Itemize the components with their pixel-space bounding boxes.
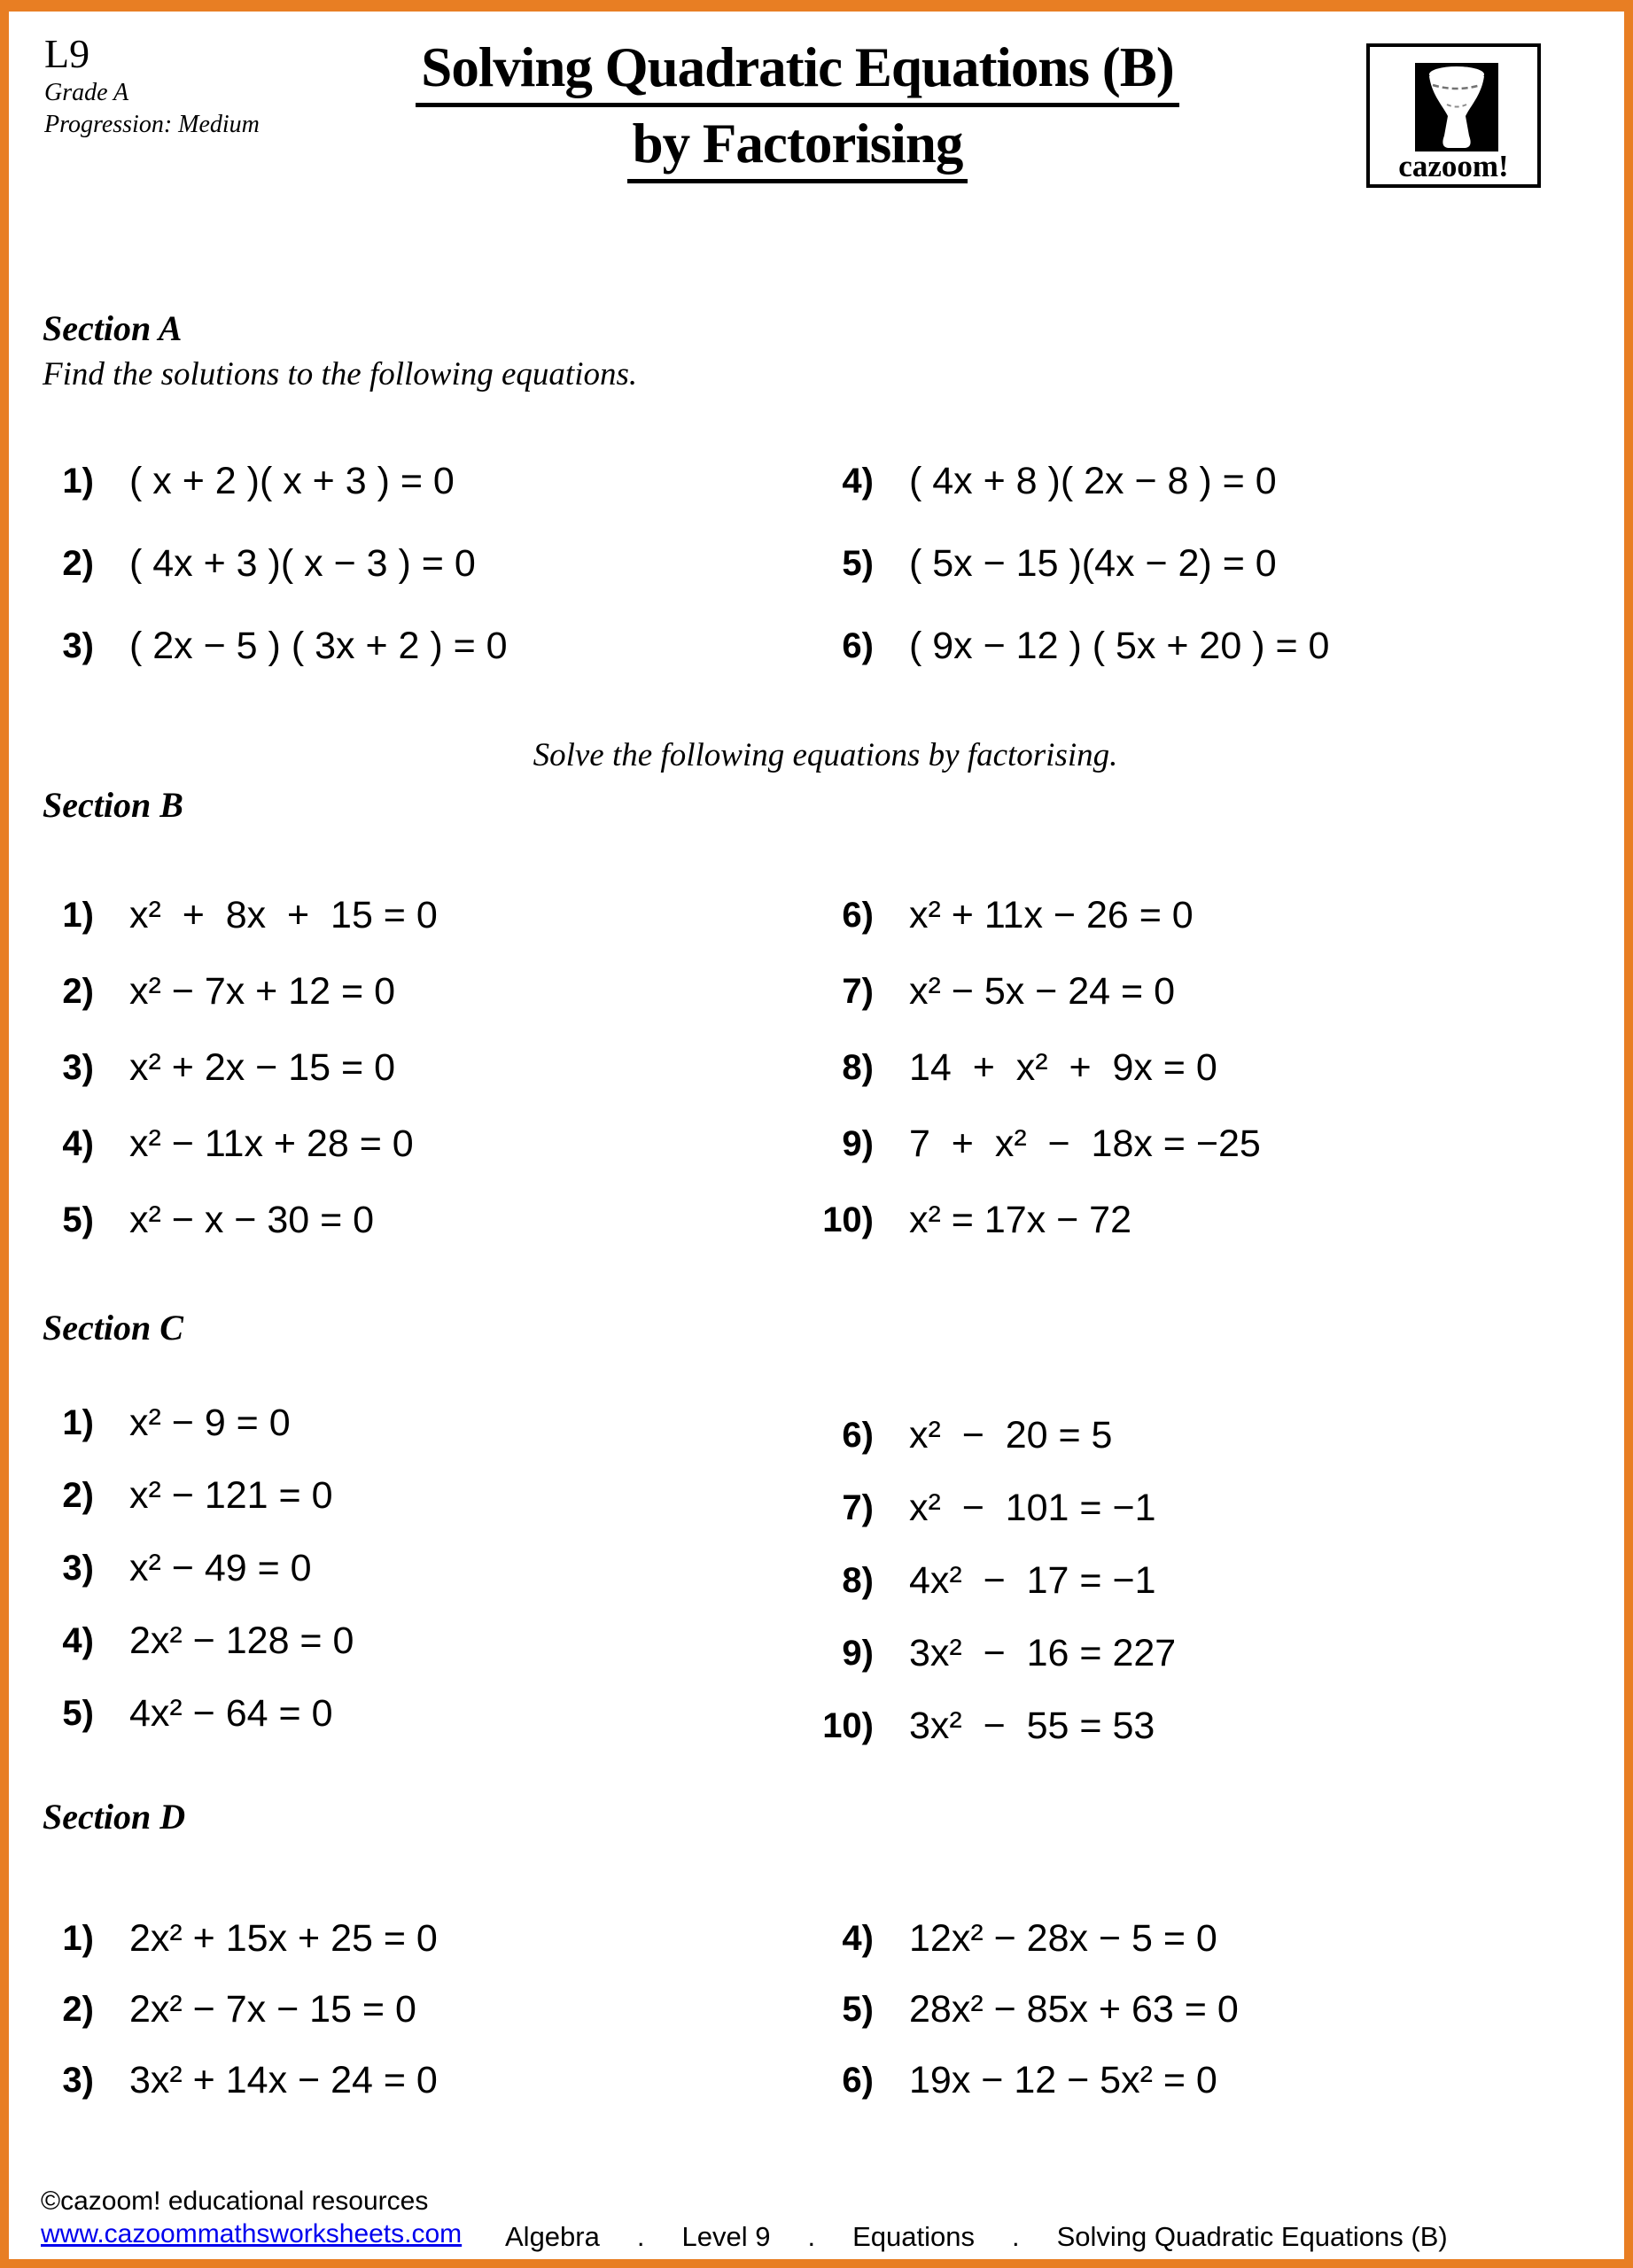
equation-text: 7 + x² − 18x = −25: [909, 1122, 1261, 1165]
item-number: 4): [62, 1620, 94, 1660]
breadcrumb-separator: .: [636, 2221, 645, 2252]
equation-text: ( 2x − 5 ) ( 3x + 2 ) = 0: [129, 625, 508, 667]
progression-label: Progression: Medium: [44, 111, 260, 138]
page-title-line1: Solving Quadratic Equations (B): [416, 35, 1178, 107]
equation-row: [19, 1029, 773, 1106]
equation-row: [19, 1106, 773, 1182]
breadcrumb-separator: .: [1011, 2221, 1020, 2252]
equation-text: 3x² − 16 = 227: [909, 1631, 1177, 1674]
item-number: 1): [62, 1402, 94, 1442]
breadcrumb: [505, 2221, 1448, 2253]
section-b-right-column: [799, 877, 1614, 1258]
breadcrumb-item-topic: Solving Quadratic Equations (B): [1056, 2221, 1448, 2252]
equation-text: x² − 5x − 24 = 0: [909, 969, 1175, 1013]
equation-text: 3x² + 14x − 24 = 0: [129, 2058, 438, 2101]
section-c-left-column: [19, 1386, 773, 1750]
equation-text: ( x + 2 )( x + 3 ) = 0: [129, 460, 455, 502]
item-number: 2): [62, 971, 94, 1011]
equation-row: [799, 523, 1614, 605]
equation-text: 12x² − 28x − 5 = 0: [909, 1916, 1217, 1960]
section-a-instruction: Find the solutions to the following equations.: [43, 356, 638, 392]
equation-row: [799, 1472, 1614, 1544]
item-number: 6): [842, 626, 874, 665]
logo-brand-text: cazoom!: [1398, 149, 1509, 183]
section-a-heading: Section A: [43, 308, 183, 348]
item-number: 6): [842, 2060, 874, 2100]
website-link[interactable]: www.cazoommathsworksheets.com: [41, 2219, 463, 2249]
equation-row: [799, 1399, 1614, 1472]
page-title-line2: by Factorising: [627, 111, 968, 183]
equation-text: ( 4x + 8 )( 2x − 8 ) = 0: [909, 460, 1277, 502]
item-number: 4): [842, 1918, 874, 1958]
equation-row: [799, 1544, 1614, 1617]
equation-row: [799, 877, 1614, 953]
equation-row: [19, 877, 773, 953]
item-number: 3): [62, 626, 94, 665]
equation-row: [19, 1386, 773, 1459]
equation-text: 2x² − 128 = 0: [129, 1619, 354, 1662]
equation-row: [799, 1903, 1614, 1974]
item-number: 5): [62, 1200, 94, 1239]
equation-row: [799, 1974, 1614, 2045]
section-c-heading: Section C: [43, 1308, 183, 1348]
equation-row: [799, 1689, 1614, 1762]
section-b-heading: Section B: [43, 785, 183, 825]
item-number: 3): [62, 1548, 94, 1588]
equation-text: 14 + x² + 9x = 0: [909, 1045, 1217, 1089]
section-a-left-column: [19, 440, 773, 687]
equation-row: [799, 605, 1614, 687]
equation-row: [799, 1106, 1614, 1182]
equation-text: x² − 7x + 12 = 0: [129, 969, 395, 1013]
equation-text: x² + 2x − 15 = 0: [129, 1045, 395, 1089]
item-number: 5): [62, 1693, 94, 1733]
equation-row: [19, 1677, 773, 1750]
equation-text: 4x² − 17 = −1: [909, 1558, 1156, 1602]
grade-label: Grade A: [44, 79, 129, 106]
djembe-drum-icon: [1415, 63, 1498, 151]
equation-text: 2x² + 15x + 25 = 0: [129, 1916, 438, 1960]
equation-row: [799, 1182, 1614, 1258]
equation-row: [19, 2045, 773, 2116]
equation-row: [19, 1604, 773, 1677]
equation-row: [799, 1029, 1614, 1106]
page-title: [230, 35, 1365, 183]
item-number: 4): [842, 462, 874, 501]
equation-text: 3x² − 55 = 53: [909, 1704, 1155, 1747]
copyright-text: ©cazoom! educational resources: [41, 2186, 429, 2216]
item-number: 7): [842, 971, 874, 1011]
equation-row: [19, 1182, 773, 1258]
equation-row: [19, 1459, 773, 1532]
equation-text: x² + 8x + 15 = 0: [129, 893, 438, 936]
breadcrumb-item-level: Level 9: [681, 2221, 771, 2252]
equation-row: [799, 2045, 1614, 2116]
breadcrumb-item-equations: Equations: [852, 2221, 975, 2252]
equation-text: 4x² − 64 = 0: [129, 1691, 333, 1735]
equation-text: x² − x − 30 = 0: [129, 1198, 375, 1241]
item-number: 9): [842, 1633, 874, 1673]
equation-row: [19, 523, 773, 605]
equation-row: [799, 1617, 1614, 1689]
equation-row: [19, 953, 773, 1029]
equation-row: [19, 1903, 773, 1974]
equation-text: x² − 9 = 0: [129, 1401, 291, 1444]
section-a-right-column: [799, 440, 1614, 687]
item-number: 6): [842, 895, 874, 935]
equation-row: [799, 953, 1614, 1029]
item-number: 2): [62, 1989, 94, 2029]
equation-row: [19, 1532, 773, 1604]
item-number: 4): [62, 1123, 94, 1163]
item-number: 6): [842, 1415, 874, 1455]
section-d-left-column: [19, 1903, 773, 2116]
equation-text: x² − 11x + 28 = 0: [129, 1122, 414, 1165]
equation-text: x² − 121 = 0: [129, 1473, 333, 1517]
equation-text: 19x − 12 − 5x² = 0: [909, 2058, 1217, 2101]
item-number: 1): [62, 1918, 94, 1958]
equation-text: ( 4x + 3 )( x − 3 ) = 0: [129, 542, 476, 585]
item-number: 7): [842, 1487, 874, 1527]
equation-row: [19, 1974, 773, 2045]
equation-text: x² = 17x − 72: [909, 1198, 1131, 1241]
equation-text: x² − 49 = 0: [129, 1546, 312, 1589]
section-d-heading: Section D: [43, 1797, 186, 1837]
equation-text: x² + 11x − 26 = 0: [909, 893, 1194, 936]
equation-row: [799, 440, 1614, 523]
equation-row: [19, 440, 773, 523]
item-number: 1): [62, 462, 94, 501]
equation-row: [19, 605, 773, 687]
section-b-instruction: Solve the following equations by factorising.: [533, 737, 1118, 773]
equation-text: x² − 20 = 5: [909, 1413, 1113, 1456]
item-number: 8): [842, 1047, 874, 1087]
breadcrumb-separator: .: [807, 2221, 816, 2252]
item-number: 10): [822, 1200, 874, 1239]
item-number: 5): [842, 544, 874, 583]
section-d-right-column: [799, 1903, 1614, 2116]
item-number: 8): [842, 1560, 874, 1600]
equation-text: ( 5x − 15 )(4x − 2) = 0: [909, 542, 1277, 585]
item-number: 9): [842, 1123, 874, 1163]
item-number: 5): [842, 1989, 874, 2029]
item-number: 3): [62, 1047, 94, 1087]
level-label: L9: [44, 31, 90, 76]
item-number: 10): [822, 1705, 874, 1745]
item-number: 2): [62, 544, 94, 583]
section-b-left-column: [19, 877, 773, 1258]
equation-text: x² − 101 = −1: [909, 1486, 1156, 1529]
item-number: 2): [62, 1475, 94, 1515]
section-c-right-column: [799, 1399, 1614, 1762]
cazoom-logo: [1366, 43, 1541, 188]
equation-text: 2x² − 7x − 15 = 0: [129, 1987, 416, 2031]
breadcrumb-item-algebra: Algebra: [505, 2221, 600, 2252]
equation-text: ( 9x − 12 ) ( 5x + 20 ) = 0: [909, 625, 1330, 667]
item-number: 1): [62, 895, 94, 935]
header-meta: [44, 31, 260, 141]
item-number: 3): [62, 2060, 94, 2100]
equation-text: 28x² − 85x + 63 = 0: [909, 1987, 1239, 2031]
